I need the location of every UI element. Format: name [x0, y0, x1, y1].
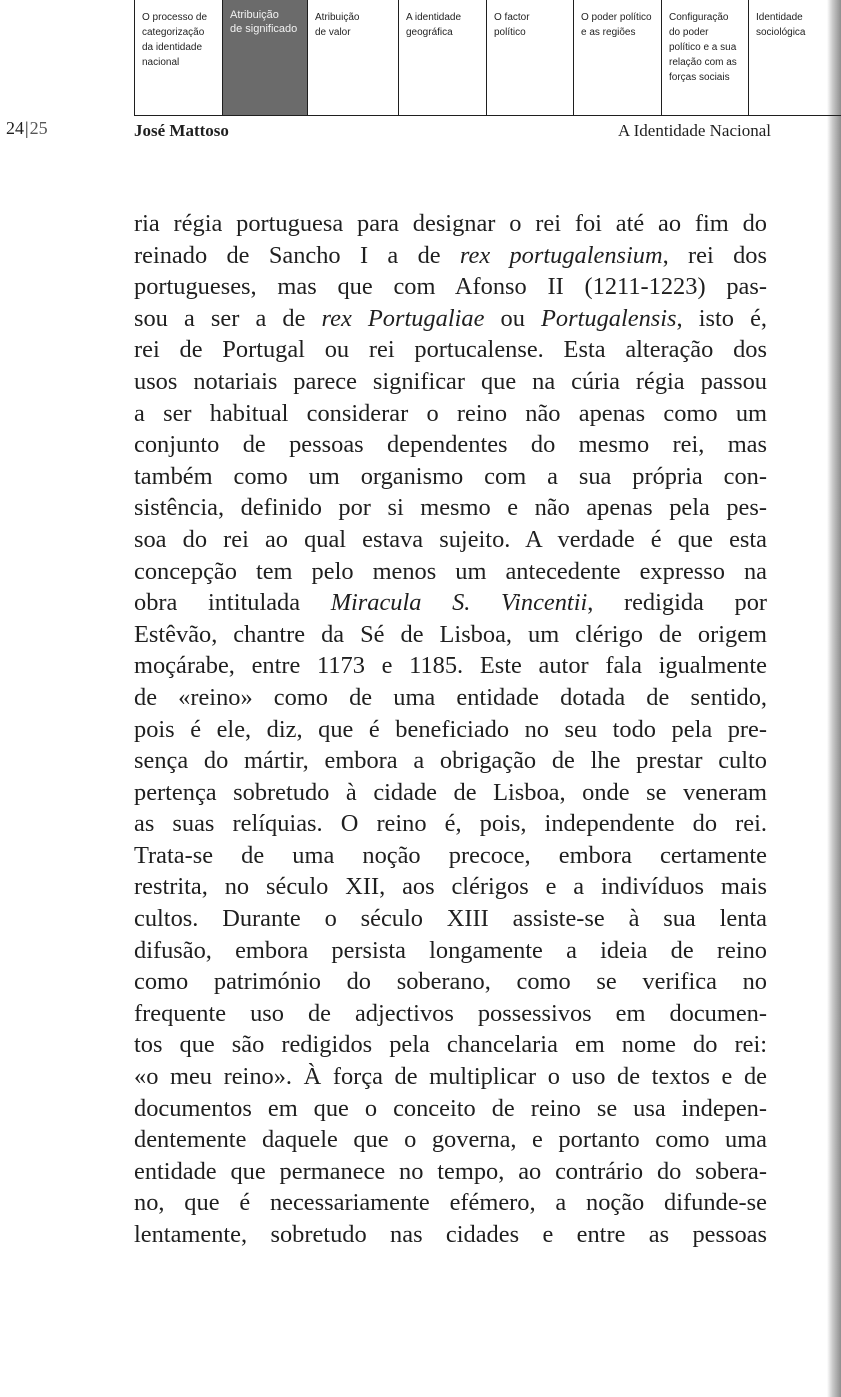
body-line: as suas relíquias. O reino é, pois, independente do rei. [134, 810, 767, 838]
body-line: «o meu reino». À força de multiplicar o uso de textos e de [134, 1063, 767, 1091]
body-line: restrita, no século XII, aos clérigos e a indivíduos mais [134, 873, 767, 901]
nav-item-label: Configuração do poder político e a sua relação com as forças sociais [669, 12, 737, 83]
body-line: concepção tem pelo menos um antecedente expresso na [134, 557, 767, 585]
page-number-right: 25 [29, 118, 48, 138]
body-line: tos que são redigidos pela chancelaria em nome do rei: [134, 1031, 767, 1059]
body-line: pertença sobretudo à cidade de Lisboa, onde se veneram [134, 778, 767, 806]
scan-edge-shadow [827, 0, 841, 1397]
body-line: entidade que permanece no tempo, ao contrário do sobera- [134, 1157, 767, 1185]
nav-item-categorizacao[interactable] [134, 0, 222, 116]
page-number-left: 24 [6, 118, 24, 138]
header-rule [748, 115, 841, 116]
body-line: Trata-se de uma noção precoce, embora certamente [134, 841, 767, 869]
nav-item-label: Atribuição de significado [230, 9, 298, 35]
body-line: sistência, definido por si mesmo e não apenas pela pes- [134, 494, 767, 522]
nav-item-identidade-geografica[interactable] [398, 0, 486, 116]
body-line: reinado de Sancho I a de rex portugalensium, rei dos [134, 241, 767, 269]
body-line: sou a ser a de rex Portugaliae ou Portugalensis, isto é, [134, 304, 768, 332]
body-line: Estêvão, chantre da Sé de Lisboa, um clérigo de origem [134, 620, 767, 648]
body-line: soa do rei ao qual estava sujeito. A verdade é que esta [134, 525, 767, 553]
body-line: usos notariais parece significar que na cúria régia passou [134, 367, 767, 395]
body-line: frequente uso de adjectivos possessivos em documen- [134, 999, 767, 1027]
body-line: sença do mártir, embora a obrigação de lhe prestar culto [134, 747, 767, 775]
body-line: ria régia portuguesa para designar o rei foi até ao fim do [134, 210, 767, 237]
body-line: dentemente daquele que o governa, e portanto como uma [134, 1126, 767, 1154]
body-line: também como um organismo com a sua própria con- [134, 462, 767, 490]
body-text [134, 208, 767, 1251]
body-line: documentos em que o conceito de reino se usa indepen- [134, 1094, 767, 1122]
body-line: lentamente, sobretudo nas cidades e entre as pessoas [134, 1221, 767, 1248]
chapter-navigation [134, 0, 841, 116]
nav-item-label: O factor político [494, 12, 530, 38]
body-line: como património do soberano, como se verifica no [134, 968, 767, 996]
nav-item-label: O poder político e as regiões [581, 12, 652, 38]
body-line: de «reino» como de uma entidade dotada de sentido, [134, 683, 767, 711]
body-line: no, que é necessariamente efémero, a noção difunde-se [134, 1189, 767, 1217]
body-line: a ser habitual considerar o reino não apenas como um [134, 399, 767, 427]
body-line: rei de Portugal ou rei portucalense. Esta alteração dos [134, 336, 767, 364]
nav-item-atribuicao-significado[interactable] [222, 0, 307, 116]
nav-item-atribuicao-valor[interactable] [307, 0, 398, 116]
nav-item-configuracao-poder[interactable] [661, 0, 748, 116]
page-number-separator: | [25, 118, 29, 138]
nav-item-label: Atribuição de valor [315, 12, 360, 38]
body-line: portugueses, mas que com Afonso II (1211-1223) pas- [134, 273, 767, 301]
body-line: pois é ele, diz, que é beneficiado no seu todo pela pre- [134, 715, 767, 743]
nav-item-factor-politico[interactable] [486, 0, 573, 116]
nav-item-label: Identidade sociológica [756, 12, 806, 38]
nav-item-label: O processo de categorização da identidade nacional [142, 12, 208, 68]
body-line: obra intitulada Miracula S. Vincentii, redigida por [134, 589, 768, 617]
running-header-title: A Identidade Nacional [618, 121, 771, 140]
running-header-author: José Mattoso [134, 121, 229, 140]
body-line: moçárabe, entre 1173 e 1185. Este autor fala igualmente [134, 652, 767, 680]
nav-item-poder-regioes[interactable] [573, 0, 661, 116]
body-line: cultos. Durante o século XIII assiste-se à sua lenta [134, 905, 767, 933]
body-line: conjunto de pessoas dependentes do mesmo rei, mas [134, 431, 767, 459]
nav-item-label: A identidade geográfica [406, 12, 462, 38]
nav-item-identidade-sociologica[interactable] [748, 0, 841, 116]
body-line: difusão, embora persista longamente a ideia de reino [134, 936, 767, 964]
page-numbers [6, 118, 48, 139]
